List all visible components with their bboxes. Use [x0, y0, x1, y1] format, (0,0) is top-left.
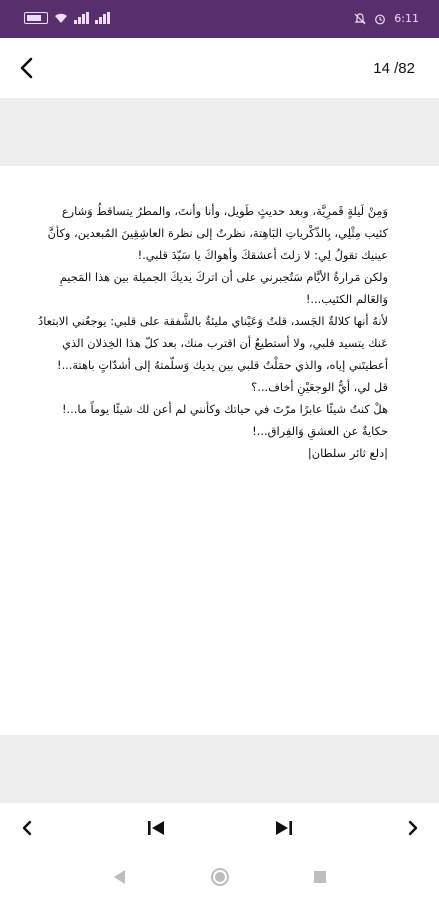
last-page-button[interactable] — [271, 815, 297, 841]
back-button[interactable] — [14, 54, 42, 82]
paragraph: هلْ كنتُ شيئًا عابرًا مرّتَ في حياتك وكأنني لم أعن لك شيئًا يوماً ما...! — [61, 402, 388, 416]
reader-text — [38, 200, 388, 740]
alarm-icon — [374, 13, 386, 25]
system-back-button[interactable] — [110, 867, 130, 887]
system-nav-bar — [0, 851, 439, 900]
signal-icon — [74, 12, 89, 24]
paragraph: حكايةٌ عن العشقِ وَالفِراق...! — [252, 424, 388, 438]
previous-page-button[interactable] — [14, 815, 40, 841]
header-band — [0, 98, 439, 166]
mute-icon — [354, 13, 366, 25]
status-left-icons — [24, 12, 110, 24]
signal-icon — [95, 12, 110, 24]
home-circle-icon — [210, 867, 230, 887]
back-triangle-icon — [110, 867, 130, 887]
first-page-button[interactable] — [143, 815, 169, 841]
page-indicator: 14 /82 — [373, 60, 415, 77]
author-signature: |دلع ثائر سلطان| — [307, 446, 388, 460]
chevron-left-icon — [14, 54, 42, 82]
paragraph: وَمِنْ لَيلةٍ قَمرِيَّة، وبعد حديثٍ طَويل، وأنا وأنتَ، والمطرُ يتساقطُ وَشارع كئيب مِثْلِي، بِالذّكْرياتِ البَاهِتة، نظرتُ إلى نظرة العاشِقِينَ المُبعدين، وكأنَّ عينيك تقولُ لِي: لا زلتَ أعشقكَ وأهواكَ يا سَيّدَ قلبي.! — [47, 204, 388, 262]
system-home-button[interactable] — [210, 867, 230, 887]
status-bar — [0, 0, 439, 38]
next-page-button[interactable] — [400, 815, 426, 841]
reader-controls — [0, 803, 439, 851]
footer-band — [0, 735, 439, 803]
battery-icon — [24, 12, 48, 24]
system-recents-button[interactable] — [310, 867, 330, 887]
paragraph: قل لي، أيُّ الوجعَيْنِ أخاف...؟ — [251, 380, 388, 394]
recents-square-icon — [310, 867, 330, 887]
chevron-left-icon — [14, 815, 40, 841]
skip-first-icon — [143, 815, 169, 841]
paragraph: ولكن مَرارةُ الأيَّام سَتُجبرني على أن اتركَ يديكَ الجميلة بين هذا المَجيمِ وَالعَالم الكئيب...! — [59, 270, 388, 306]
top-app-bar — [0, 38, 439, 98]
chevron-right-icon — [400, 815, 426, 841]
status-time: 6:11 — [394, 12, 419, 25]
status-right-icons — [354, 12, 419, 25]
paragraph: لأنهُ أنها كلالةٌ الجَسد، قلتُ وَعَيْناي مليئةٌ بالشَّفقة على قلبي: يوجعُني الابتعادُ عَنك يتسيد قلبي، ولا أستطيعُ أن اقترب منك، بعد كلّ هذا الخِذلان الذي أعطيتَني إياه، والذي حمَلْتُ قلبي بين يديك وَسلّمتهُ إلى أشدّاتٍ باهتة...! — [38, 314, 388, 372]
skip-last-icon — [271, 815, 297, 841]
wifi-icon — [54, 13, 68, 24]
